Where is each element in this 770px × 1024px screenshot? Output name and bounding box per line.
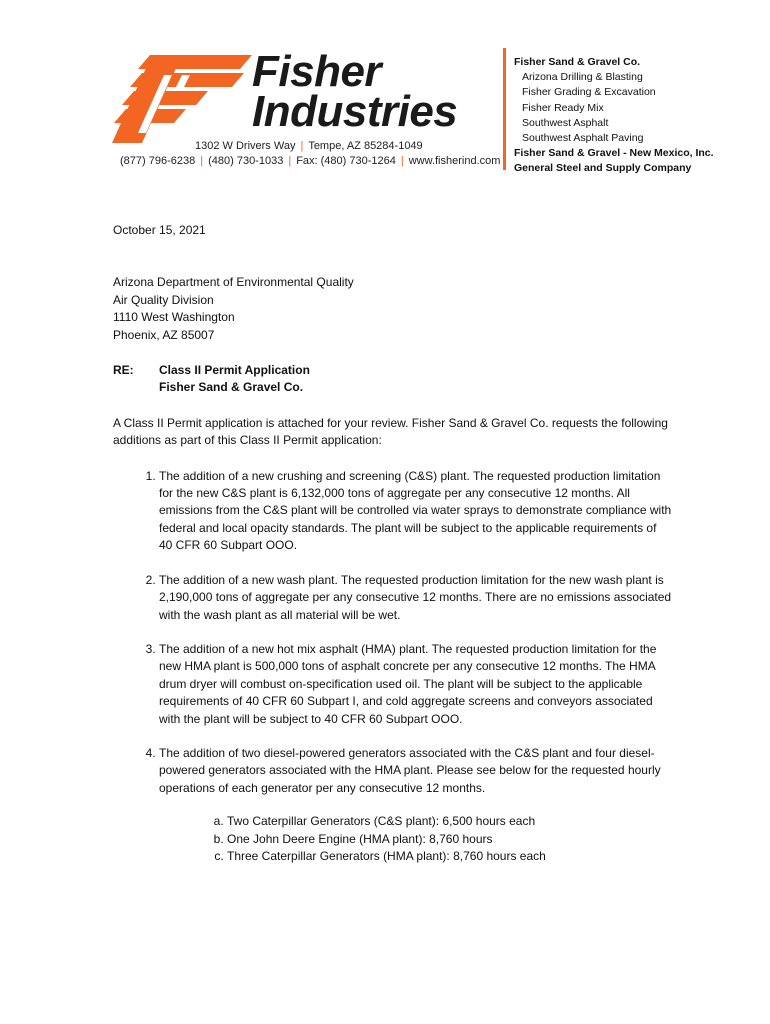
list-item-text: The addition of a new crushing and screening (C&S) plant. The requested production limitation for the new C&S plant is 6,132,000 tons of aggregate per any consecutive 12 months. All emissions from the C&S plant will be controlled via water sprays to demonstrate compliance with federal and local opacity standards. The plant will be subject to the applicable requirements of 40 CFR 60 Subpart OOO. — [159, 468, 672, 553]
company-item: Southwest Asphalt — [522, 116, 609, 129]
company-item: General Steel and Supply Company — [514, 162, 692, 175]
website: www.fisherind.com — [408, 155, 501, 167]
address-line-1: 1302 W Drivers Way | Tempe, AZ 85284-1049 — [195, 140, 423, 152]
recipient-address — [113, 274, 673, 344]
requested-additions-list — [113, 468, 673, 866]
list-item — [159, 572, 673, 624]
company-item: Southwest Asphalt Paving — [522, 132, 644, 145]
generator-hours-list — [159, 813, 673, 865]
fax-number: Fax: (480) 730-1264 — [296, 155, 396, 167]
subject-line — [113, 362, 673, 397]
list-item — [159, 468, 673, 555]
letter-date: October 15, 2021 — [113, 223, 206, 237]
subject-label: RE: — [113, 363, 134, 378]
street-address: 1302 W Drivers Way — [195, 140, 296, 152]
recipient-line: 1110 West Washington — [113, 310, 235, 325]
company-item: Fisher Ready Mix — [522, 101, 604, 114]
list-item — [159, 745, 673, 865]
subject-text — [159, 362, 310, 397]
company-item: Arizona Drilling & Blasting — [522, 71, 643, 84]
company-item: Fisher Sand & Gravel - New Mexico, Inc. — [514, 147, 714, 160]
recipient-line: Phoenix, AZ 85007 — [113, 327, 215, 342]
list-item-text: The addition of a new hot mix asphalt (HMA) plant. The requested production limitation for the new HMA plant is 500,000 tons of asphalt concrete per any consecutive 12 months. The HMA drum dryer will combust on-specification used oil. The plant will be subject to the applicable requirements of 40 CFR 60 Subpart I, and cold aggregate screens and conveyors associated with the plant will be subject to 40 CFR 60 Subpart OOO. — [159, 641, 657, 726]
letter-body — [113, 222, 673, 882]
city-state-zip: Tempe, AZ 85284-1049 — [308, 140, 423, 152]
address-line-2: (877) 796-6238 | (480) 730-1033 | Fax: (480) 730-1264 | www.fisherind.com — [120, 155, 501, 167]
company-item: Fisher Grading & Excavation — [522, 86, 656, 99]
letterhead-divider — [503, 48, 506, 170]
phone-tollfree: (877) 796-6238 — [120, 155, 196, 167]
fisher-f-logo-mark — [112, 55, 252, 145]
company-list — [514, 55, 714, 177]
recipient-line: Arizona Department of Environmental Quality — [113, 275, 354, 290]
sub-list-item: b. One John Deere Engine (HMA plant): 8,760 hours — [227, 831, 673, 848]
list-item-text: The addition of two diesel-powered generators associated with the C&S plant and four diesel-powered generators associated with the HMA plant. Please see below for the requested hourly operations of each generator per any consecutive 12 months. — [159, 745, 661, 795]
sub-list-item: a. Two Caterpillar Generators (C&S plant): 6,500 hours each — [227, 813, 673, 830]
subject-line-1: Class II Permit Application — [159, 363, 310, 378]
subject-line-2: Fisher Sand & Gravel Co. — [159, 380, 304, 395]
list-item-text: The addition of a new wash plant. The requested production limitation for the new wash plant is 2,190,000 tons of aggregate per any consecutive 12 months. There are no emissions associated with the wash plant as all material will be wet. — [159, 572, 672, 622]
intro-paragraph: A Class II Permit application is attached for your review. Fisher Sand & Gravel Co. requests the following additions as part of this Class II Permit application: — [113, 415, 668, 448]
company-item: Fisher Sand & Gravel Co. — [514, 56, 641, 68]
recipient-line: Air Quality Division — [113, 292, 214, 307]
sub-list-item: c. Three Caterpillar Generators (HMA plant): 8,760 hours each — [227, 848, 673, 865]
brand-name-line2: Industries — [252, 87, 458, 136]
list-item — [159, 641, 673, 728]
brand-name-line1: Fisher — [252, 47, 382, 96]
phone-local: (480) 730-1033 — [208, 155, 284, 167]
